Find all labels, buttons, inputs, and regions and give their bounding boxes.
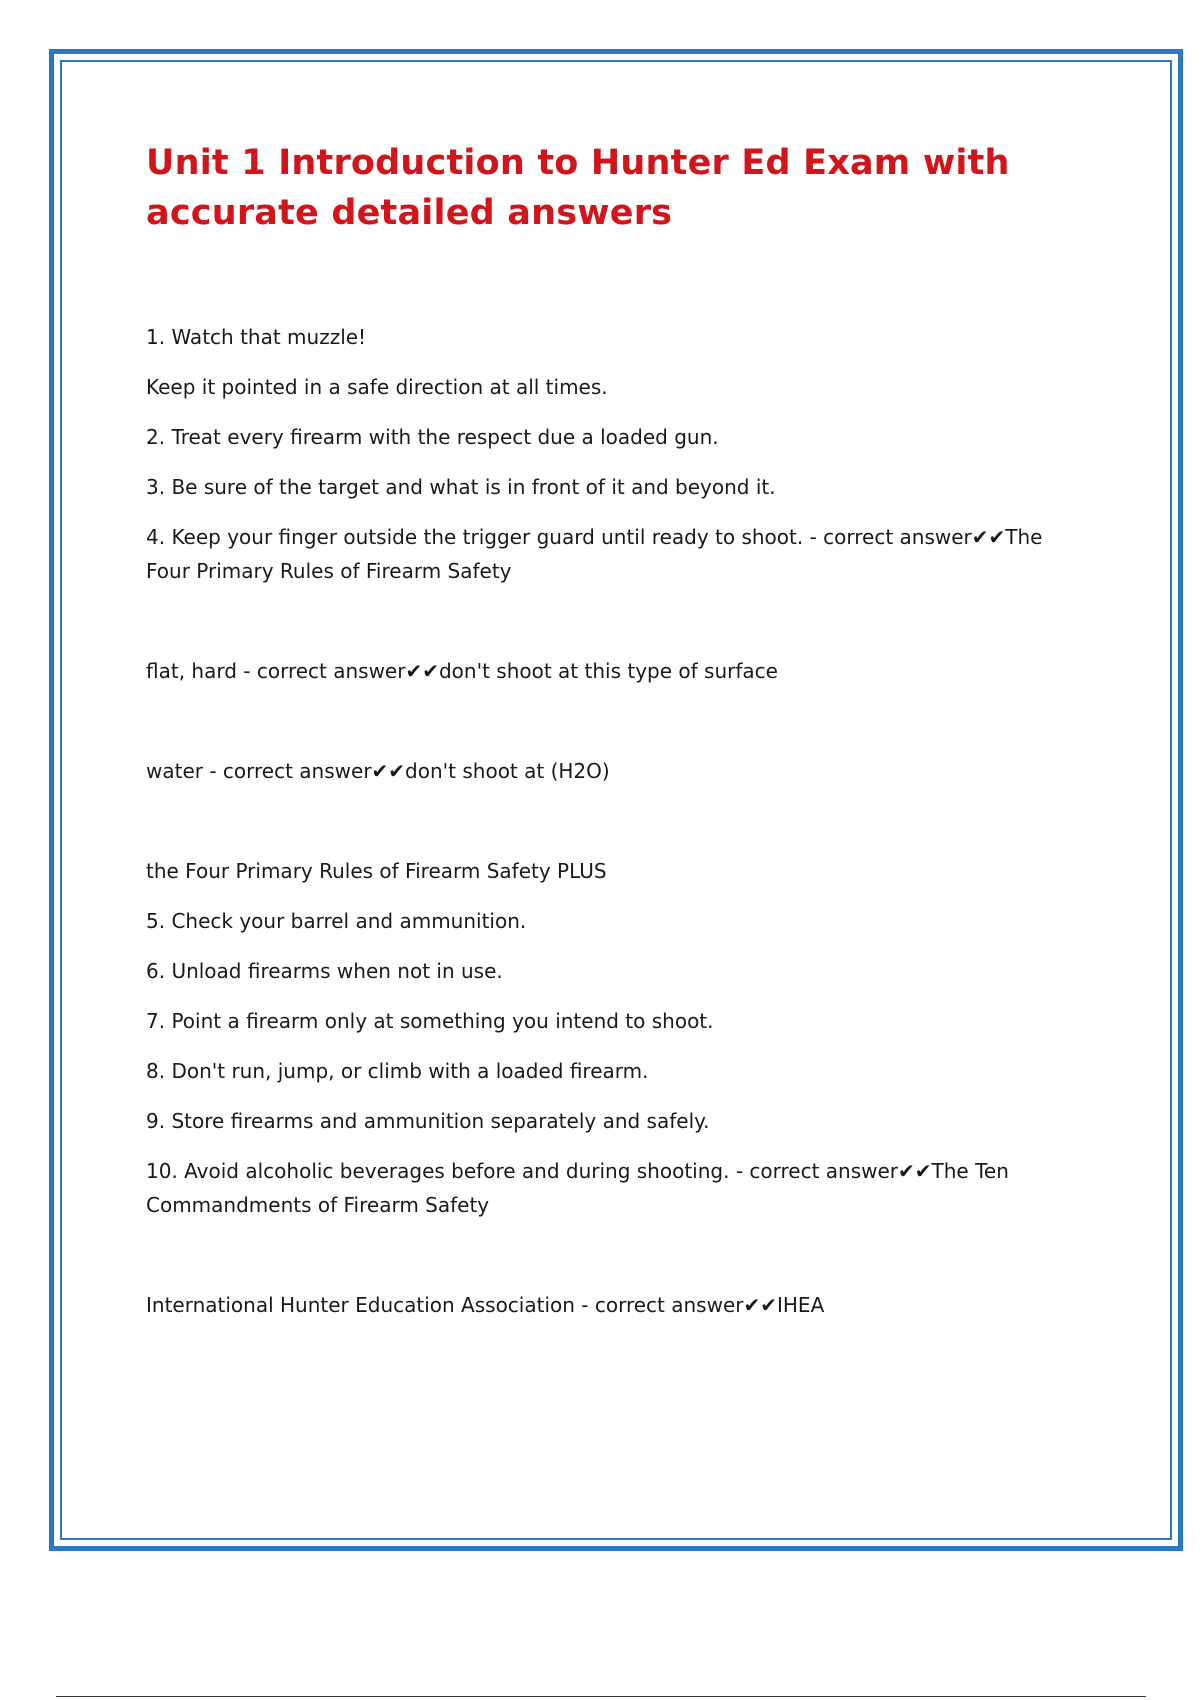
body-paragraph: 4. Keep your finger outside the trigger guard until ready to shoot. - correct answer✔✔The Four Primary Rules of Firearm Safety <box>146 525 1043 583</box>
document-title: Unit 1 Introduction to Hunter Ed Exam with accurate detailed answers <box>146 143 1010 233</box>
body-paragraph: the Four Primary Rules of Firearm Safety PLUS <box>146 859 607 883</box>
body-paragraph: water - correct answer✔✔don't shoot at (H2O) <box>146 759 610 783</box>
body-paragraph: 8. Don't run, jump, or climb with a loaded firearm. <box>146 1059 649 1083</box>
body-paragraph: 6. Unload firearms when not in use. <box>146 959 503 983</box>
body-paragraph: 9. Store firearms and ammunition separately and safely. <box>146 1109 710 1133</box>
body-paragraph: 7. Point a firearm only at something you intend to shoot. <box>146 1009 714 1033</box>
footer-divider <box>56 1696 1146 1697</box>
document-body <box>146 320 1076 1338</box>
body-paragraph: 1. Watch that muzzle! <box>146 325 367 349</box>
body-paragraph: Keep it pointed in a safe direction at all times. <box>146 375 608 399</box>
body-paragraph: 10. Avoid alcoholic beverages before and during shooting. - correct answer✔✔The Ten Commandments of Firearm Safety <box>146 1159 1009 1217</box>
body-paragraph: 2. Treat every firearm with the respect due a loaded gun. <box>146 425 719 449</box>
body-paragraph: International Hunter Education Association - correct answer✔✔IHEA <box>146 1293 825 1317</box>
body-paragraph: flat, hard - correct answer✔✔don't shoot at this type of surface <box>146 659 778 683</box>
body-paragraph: 3. Be sure of the target and what is in front of it and beyond it. <box>146 475 776 499</box>
body-paragraph: 5. Check your barrel and ammunition. <box>146 909 527 933</box>
